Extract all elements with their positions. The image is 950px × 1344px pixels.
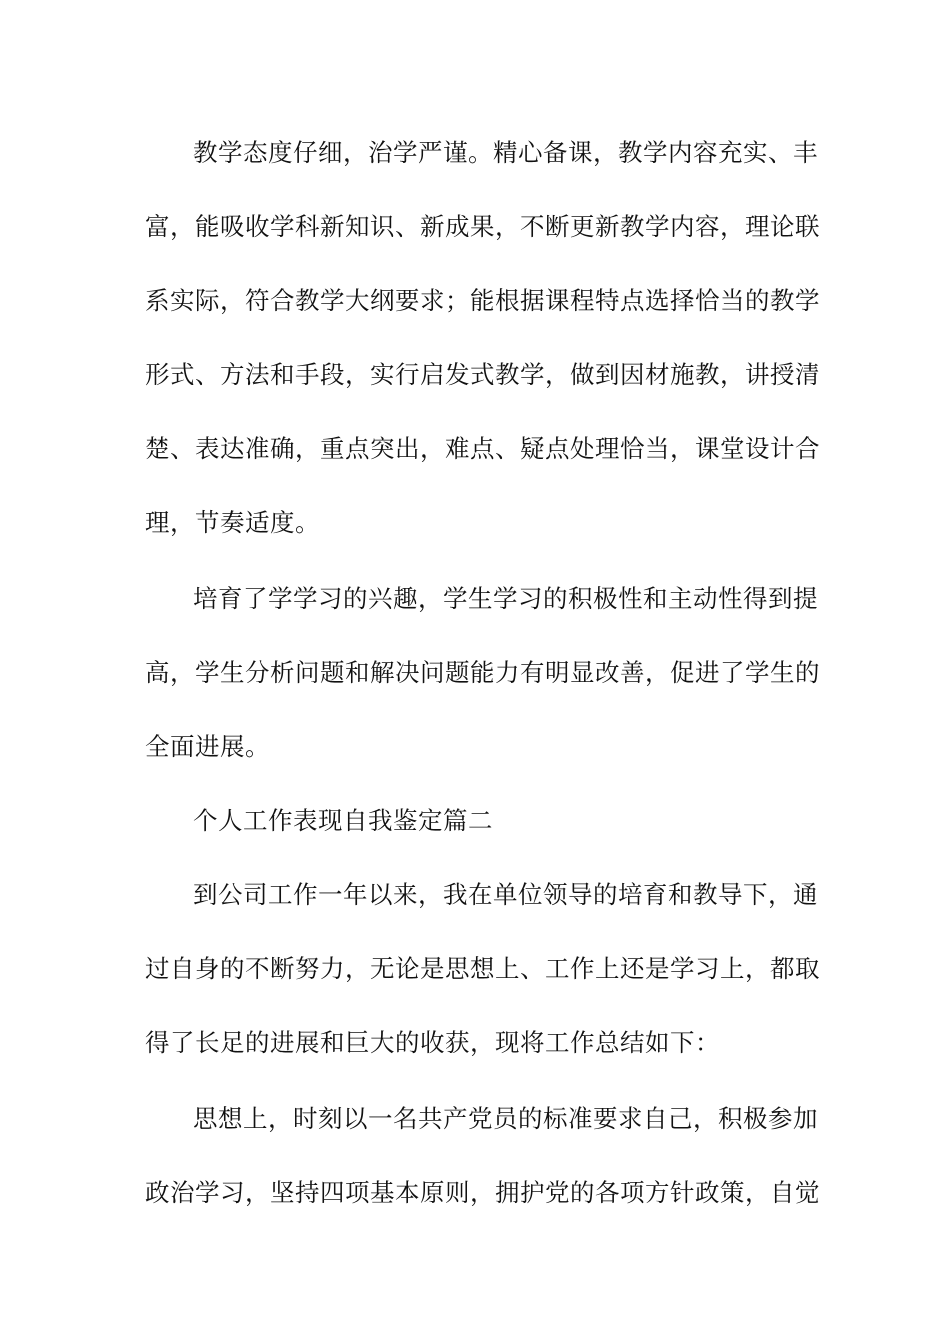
paragraph-4-line-2: 政治学习，坚持四项基本原则，拥护党的各项方针政策，自觉 [145,1178,820,1207]
paragraph-3-line-1: 到公司工作一年以来，我在单位领导的培育和教导下，通 [193,880,818,909]
paragraph-3-line-2: 过自身的不断努力，无论是思想上、工作上还是学习上，都取 [145,954,820,983]
paragraph-1-line-3: 系实际，符合教学大纲要求；能根据课程特点选择恰当的教学 [145,286,820,315]
paragraph-2-line-3: 全面进展。 [145,732,270,761]
paragraph-1-line-5: 楚、表达准确，重点突出，难点、疑点处理恰当，课堂设计合 [145,434,820,463]
paragraph-1-line-1: 教学态度仔细，治学严谨。精心备课，教学内容充实、丰 [193,138,818,167]
paragraph-4-line-1: 思想上，时刻以一名共产党员的标准要求自己，积极参加 [193,1104,818,1133]
paragraph-2-line-1: 培育了学学习的兴趣，学生学习的积极性和主动性得到提 [193,584,818,613]
section-heading: 个人工作表现自我鉴定篇二 [193,806,493,835]
paragraph-2-line-2: 高，学生分析问题和解决问题能力有明显改善，促进了学生的 [145,658,820,687]
paragraph-1-line-4: 形式、方法和手段，实行启发式教学，做到因材施教，讲授清 [145,360,820,389]
paragraph-1-line-2: 富，能吸收学科新知识、新成果，不断更新教学内容，理论联 [145,212,820,241]
paragraph-3-line-3: 得了长足的进展和巨大的收获，现将工作总结如下： [145,1028,720,1057]
paragraph-1-line-6: 理，节奏适度。 [145,508,320,537]
